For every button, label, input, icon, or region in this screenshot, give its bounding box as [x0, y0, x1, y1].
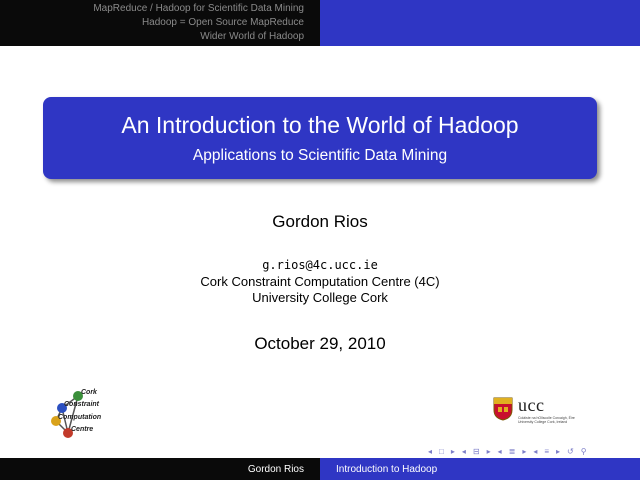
nav-section-1[interactable]: MapReduce / Hadoop for Scientific Data Mining [93, 3, 304, 14]
presentation-date: October 29, 2010 [254, 334, 386, 353]
presentation-title: An Introduction to the World of Hadoop [121, 112, 519, 138]
ucc-crest-icon [493, 397, 513, 421]
nav-next-frame-icon[interactable]: ▸ [450, 447, 455, 456]
4c-logo [46, 386, 116, 442]
beamer-navigation-symbols [428, 447, 638, 457]
nav-section-icon[interactable]: ≣ [508, 447, 516, 456]
nav-frame-icon[interactable]: □ [439, 447, 444, 456]
title-block [43, 97, 597, 179]
nav-next-doc-icon[interactable]: ▸ [556, 447, 561, 456]
header-right-panel [320, 0, 640, 46]
institute-line-2: University College Cork [252, 290, 388, 305]
section-navigation [0, 0, 320, 46]
ucc-logo [493, 395, 573, 431]
institute-line-1: Cork Constraint Computation Centre (4C) [200, 274, 440, 289]
presentation-subtitle: Applications to Scientific Data Mining [192, 147, 448, 164]
4c-word-4: Centre [71, 426, 94, 433]
nav-section-2[interactable]: Hadoop = Open Source MapReduce [141, 17, 304, 28]
author-name: Gordon Rios [272, 212, 368, 231]
footer-author: Gordon Rios [0, 458, 320, 480]
4c-word-2: Constraint [64, 401, 99, 408]
nav-back-icon[interactable]: ↺ [567, 447, 574, 456]
nav-prev-frame-icon[interactable]: ◂ [428, 447, 433, 456]
nav-prev-subsection-icon[interactable]: ◂ [461, 447, 466, 456]
nav-subsection-icon[interactable]: ⊟ [472, 447, 480, 456]
ucc-wordmark: ucc [518, 395, 545, 415]
footer-short-title: Introduction to Hadoop [320, 458, 640, 480]
nav-prev-section-icon[interactable]: ◂ [497, 447, 502, 456]
ucc-tagline: Coláiste na hOllscoile Corcaigh, Éire University College Cork, Ireland [518, 416, 575, 424]
footer-bar [0, 458, 640, 480]
4c-word-3: Computation [58, 414, 102, 421]
nav-section-3[interactable]: Wider World of Hadoop [200, 31, 304, 42]
nav-prev-doc-icon[interactable]: ◂ [533, 447, 538, 456]
nav-search-icon[interactable]: ⚲ [580, 447, 587, 456]
author-email: g.rios@4c.ucc.ie [262, 258, 378, 272]
nav-doc-icon[interactable]: ≡ [544, 447, 550, 456]
4c-word-1: Cork [81, 389, 97, 396]
nav-next-section-icon[interactable]: ▸ [522, 447, 527, 456]
nav-next-subsection-icon[interactable]: ▸ [486, 447, 491, 456]
header-nav-bar [0, 0, 640, 46]
